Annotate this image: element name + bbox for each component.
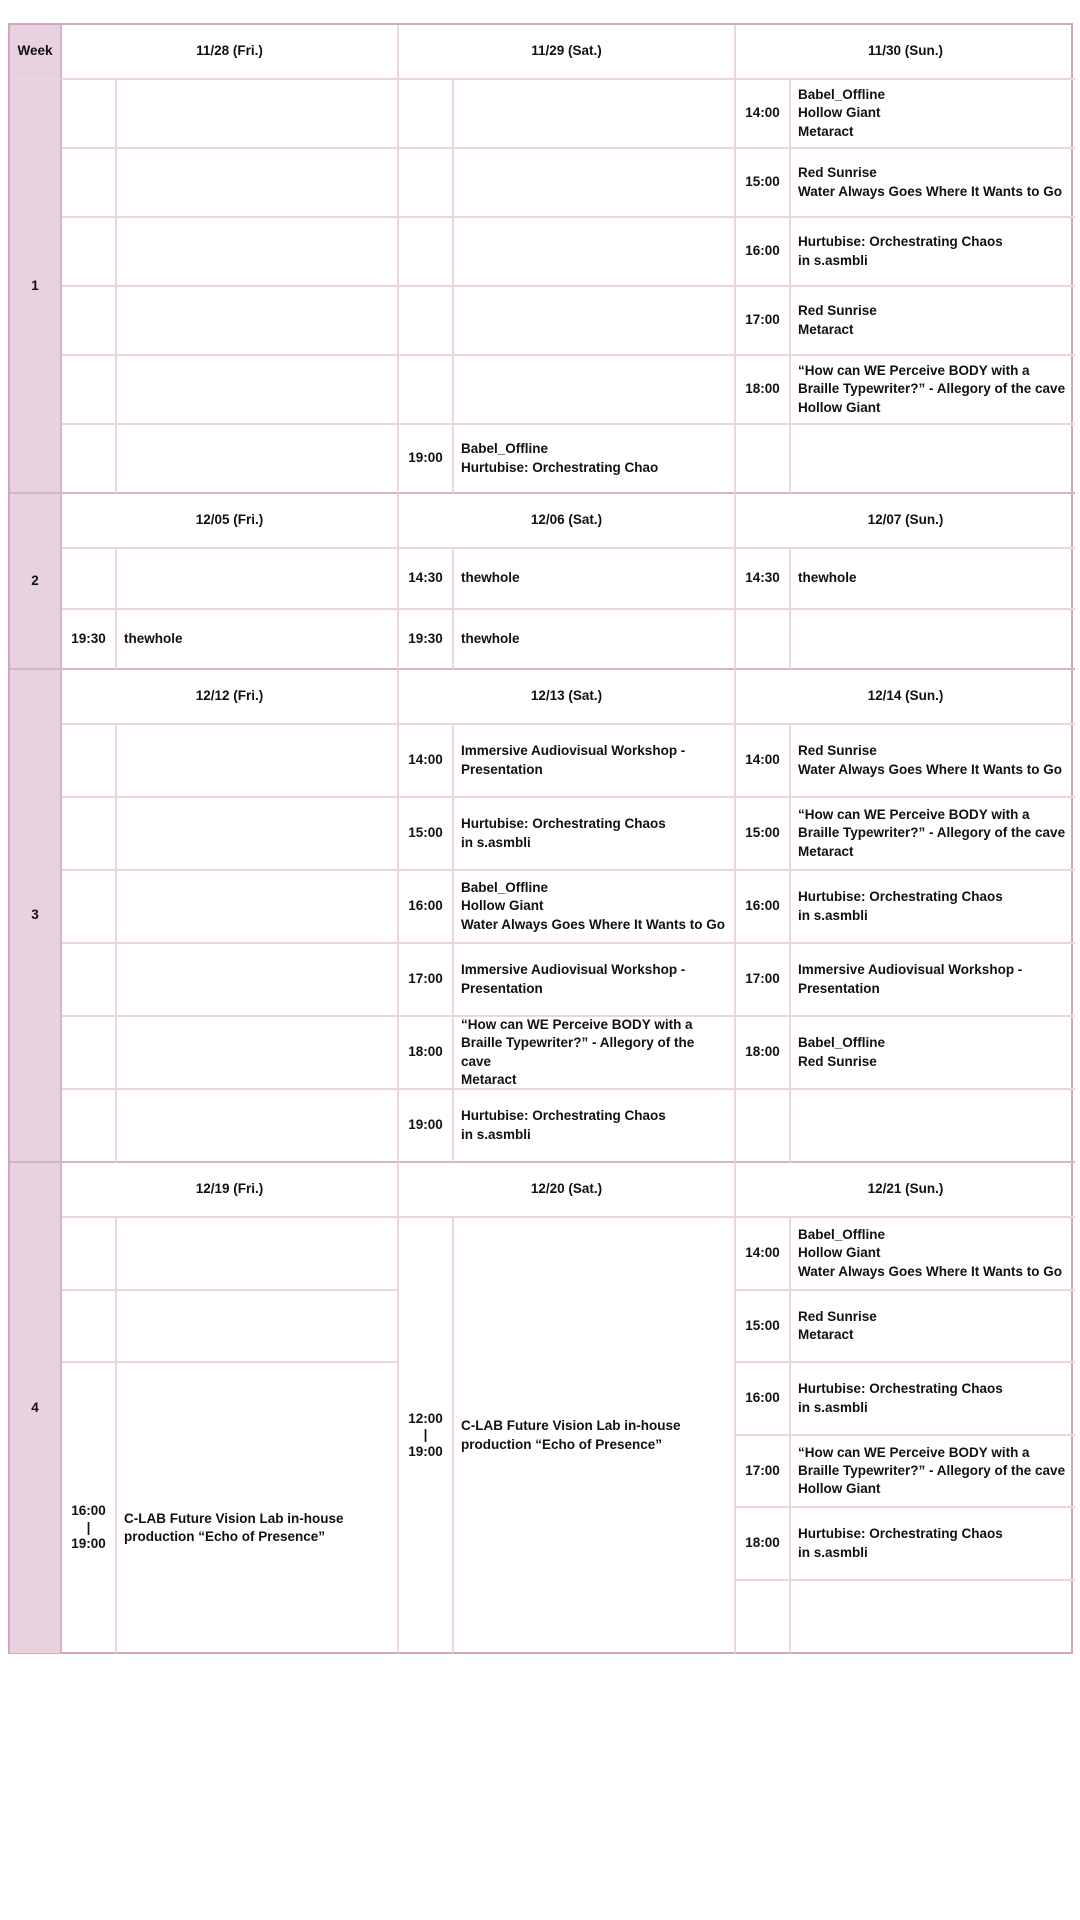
time-cell [399,425,454,494]
time-label: 14:30 [408,570,443,586]
time-label: 17:00 [408,971,443,987]
day-header [399,494,736,549]
event-title: Hollow Giant [798,399,881,415]
day-header [62,1163,399,1218]
event-title: Metaract [461,1071,517,1087]
week-label [10,670,62,1163]
time-cell [736,798,791,871]
event-cell [791,1291,1075,1363]
event-cell [791,944,1075,1017]
event-title: Hurtubise: Orchestrating Chaos [798,889,1003,905]
day-header-label: 11/30 (Sun.) [867,43,944,59]
time-end: 19:00 [71,1536,106,1552]
event-title: Braille Typewriter?” - Allegory of the cave [461,1035,695,1069]
event-title: Babel_Offline [798,87,886,103]
event-cell [791,218,1075,287]
week-number: 3 [31,907,39,923]
time-cell [736,1017,791,1090]
time-cell [399,1017,454,1090]
event-title: Metaract [798,321,854,337]
event-cell [454,425,736,494]
day-header-label: 11/29 (Sat.) [531,43,602,59]
empty-event-cell [117,218,399,287]
event-title: Hollow Giant [798,1481,881,1497]
event-cell [791,149,1075,218]
event-title: Immersive Audiovisual Workshop - [461,743,686,759]
time-label: 14:00 [408,752,443,768]
time-label: 18:00 [745,1535,780,1551]
empty-time-cell [399,149,454,218]
time-cell [736,1218,791,1291]
time-cell [736,549,791,610]
empty-time-cell [62,798,117,871]
time-label: 16:00 [408,898,443,914]
empty-time-cell [736,1090,791,1163]
event-title: “How can WE Perceive BODY with a [461,1017,693,1033]
empty-event-cell [117,871,399,944]
time-label: 16:00 [745,1390,780,1406]
event-cell [454,610,736,670]
day-header [399,25,736,80]
event-title: Braille Typewriter?” - Allegory of the cave [798,1462,1066,1478]
event-title: Hollow Giant [798,105,881,121]
empty-time-cell [62,871,117,944]
event-title: C-LAB Future Vision Lab in-house [461,1418,681,1434]
time-label: 17:00 [745,312,780,328]
event-cell [454,871,736,944]
empty-event-cell [454,149,736,218]
event-title: thewhole [461,630,520,646]
event-cell [454,1218,736,1653]
time-cell [736,725,791,798]
time-label: 17:00 [745,971,780,987]
time-label: 14:00 [745,1245,780,1261]
time-label: 15:00 [745,174,780,190]
day-header [62,25,399,80]
day-header-label: 11/28 (Fri.) [196,43,263,59]
empty-event-cell [117,1291,399,1363]
empty-time-cell [62,1291,117,1363]
time-cell [736,1363,791,1436]
empty-event-cell [454,218,736,287]
week-number: 4 [31,1399,39,1415]
event-title: in s.asmbli [798,252,868,268]
event-title: Presentation [461,761,543,777]
time-label: 18:00 [408,1044,443,1060]
event-title: Red Sunrise [798,1308,877,1324]
time-start: 16:00 [71,1503,106,1519]
empty-event-cell [117,1090,399,1163]
time-range-cell [399,1218,454,1653]
event-title: in s.asmbli [798,907,868,923]
event-cell [791,725,1075,798]
event-cell [791,1436,1075,1508]
empty-time-cell [62,1218,117,1291]
time-label: 18:00 [745,381,780,397]
empty-event-cell [454,356,736,425]
event-title: thewhole [798,570,857,586]
empty-event-cell [117,944,399,1017]
time-cell [736,218,791,287]
event-title: Braille Typewriter?” - Allegory of the cave [798,825,1066,841]
empty-event-cell [791,1090,1075,1163]
event-title: Hurtubise: Orchestrating Chaos [798,1381,1003,1397]
event-cell [791,356,1075,425]
day-header-label: 12/13 (Sat.) [530,688,603,704]
time-end: 19:00 [408,1443,443,1459]
event-cell [791,1017,1075,1090]
day-header [736,670,1075,725]
day-header [736,25,1075,80]
empty-time-cell [62,80,117,149]
time-cell [399,944,454,1017]
empty-time-cell [399,287,454,356]
day-header-label: 12/07 (Sun.) [867,512,944,528]
time-label: 15:00 [745,825,780,841]
time-label: 15:00 [408,825,443,841]
day-header [62,670,399,725]
event-title: Braille Typewriter?” - Allegory of the cave [798,381,1066,397]
day-header [736,494,1075,549]
event-title: Red Sunrise [798,303,877,319]
empty-event-cell [117,549,399,610]
event-cell [454,1090,736,1163]
time-label: 18:00 [745,1044,780,1060]
week-number: 1 [31,277,39,293]
empty-time-cell [62,149,117,218]
empty-time-cell [62,725,117,798]
event-title: Hurtubise: Orchestrating Chaos [461,816,666,832]
day-header-label: 12/12 (Fri.) [195,688,264,704]
empty-event-cell [791,1581,1075,1653]
empty-time-cell [62,944,117,1017]
empty-time-cell [399,80,454,149]
event-title: Hollow Giant [461,898,544,914]
event-title: production “Echo of Presence” [124,1529,326,1544]
time-cell [736,287,791,356]
empty-time-cell [62,287,117,356]
time-range-cell [62,1363,117,1653]
event-title: Metaract [798,1327,854,1342]
time-cell [736,944,791,1017]
week-label [10,1163,62,1653]
event-cell [791,1363,1075,1436]
empty-event-cell [117,149,399,218]
time-separator: | [86,1519,91,1535]
event-cell [454,798,736,871]
day-header-label: 12/05 (Fri.) [195,512,264,528]
event-title: Presentation [798,980,880,996]
day-header [736,1163,1075,1218]
event-cell [791,1508,1075,1581]
time-label: 14:30 [745,570,780,586]
event-title: “How can WE Perceive BODY with a [798,807,1030,823]
time-cell [399,725,454,798]
event-cell [454,549,736,610]
event-title: thewhole [124,630,183,646]
time-cell [399,798,454,871]
time-cell [62,610,117,670]
event-title: production “Echo of Presence” [461,1436,663,1452]
empty-event-cell [117,798,399,871]
time-label: 19:00 [408,1117,443,1133]
event-title: Water Always Goes Where It Wants to Go [461,916,726,932]
event-title: Hurtubise: Orchestrating Chaos [798,1526,1003,1542]
time-separator: | [423,1427,428,1443]
empty-time-cell [736,425,791,494]
event-title: Immersive Audiovisual Workshop - [461,962,686,978]
day-header-label: 12/20 (Sat.) [530,1181,603,1197]
day-header-label: 12/19 (Fri.) [195,1181,264,1197]
event-title: Metaract [798,123,854,139]
empty-event-cell [454,80,736,149]
week-header-label: Week [17,43,53,59]
event-cell [791,798,1075,871]
event-cell [117,610,399,670]
week-number: 2 [31,572,39,588]
week-header [10,25,62,80]
time-cell [736,871,791,944]
event-cell [791,80,1075,149]
empty-time-cell [736,610,791,670]
time-cell [736,80,791,149]
event-title: Immersive Audiovisual Workshop - [798,962,1023,978]
schedule-table [8,23,1073,1654]
empty-time-cell [736,1581,791,1653]
time-cell [736,1291,791,1363]
event-cell [454,725,736,798]
empty-event-cell [454,287,736,356]
event-title: Hurtubise: Orchestrating Chaos [461,1108,666,1124]
event-title: Red Sunrise [798,743,877,759]
day-header-label: 12/21 (Sun.) [867,1181,944,1197]
event-cell [791,287,1075,356]
event-title: in s.asmbli [798,1544,868,1560]
event-cell [117,1363,399,1653]
event-title: Babel_Offline [798,1035,886,1051]
event-title: Presentation [461,980,543,996]
event-title: Hurtubise: Orchestrating Chaos [798,234,1003,250]
empty-time-cell [62,425,117,494]
event-title: Water Always Goes Where It Wants to Go [798,761,1063,777]
day-header [399,670,736,725]
event-title: Red Sunrise [798,1053,877,1069]
event-cell [791,1218,1075,1291]
time-cell [736,356,791,425]
event-title: Red Sunrise [798,165,877,181]
empty-event-cell [117,80,399,149]
event-title: “How can WE Perceive BODY with a [798,363,1030,379]
event-title: thewhole [461,570,520,586]
time-label: 19:00 [408,450,443,466]
event-title: Hurtubise: Orchestrating Chao [461,459,659,475]
day-header-label: 12/14 (Sun.) [867,688,944,704]
event-cell [454,944,736,1017]
time-label: 15:00 [745,1317,780,1333]
event-title: C-LAB Future Vision Lab in-house [124,1510,344,1526]
time-label: 16:00 [745,898,780,914]
event-title: Babel_Offline [461,441,549,457]
time-start: 12:00 [408,1410,443,1426]
empty-time-cell [399,356,454,425]
event-title: Hollow Giant [798,1245,881,1261]
event-title: “How can WE Perceive BODY with a [798,1444,1030,1460]
empty-event-cell [117,1017,399,1090]
day-header [62,494,399,549]
time-cell [399,549,454,610]
day-header-label: 12/06 (Sat.) [530,512,603,528]
time-cell [736,1508,791,1581]
empty-time-cell [62,1090,117,1163]
event-cell [454,1017,736,1090]
empty-event-cell [117,725,399,798]
event-title: Metaract [798,843,854,859]
empty-event-cell [791,425,1075,494]
day-header [399,1163,736,1218]
event-title: Water Always Goes Where It Wants to Go [798,183,1063,199]
time-label: 19:30 [408,630,443,646]
empty-event-cell [117,287,399,356]
empty-event-cell [117,425,399,494]
time-label: 17:00 [745,1462,780,1478]
time-cell [399,610,454,670]
week-label [10,80,62,494]
event-title: in s.asmbli [798,1399,868,1415]
time-label: 14:00 [745,105,780,121]
event-cell [791,871,1075,944]
time-cell [736,1436,791,1508]
empty-time-cell [62,1017,117,1090]
time-cell [399,1090,454,1163]
week-label [10,494,62,670]
time-label: 19:30 [71,630,106,646]
time-label: 14:00 [745,752,780,768]
event-cell [791,549,1075,610]
empty-time-cell [62,356,117,425]
empty-time-cell [399,218,454,287]
time-cell [399,871,454,944]
event-title: Babel_Offline [461,880,549,896]
empty-time-cell [62,218,117,287]
event-title: in s.asmbli [461,834,531,850]
empty-time-cell [62,549,117,610]
event-title: Water Always Goes Where It Wants to Go [798,1263,1063,1279]
event-title: Babel_Offline [798,1227,886,1243]
time-cell [736,149,791,218]
event-title: in s.asmbli [461,1126,531,1142]
empty-event-cell [117,356,399,425]
time-label: 16:00 [745,243,780,259]
empty-event-cell [117,1218,399,1291]
empty-event-cell [791,610,1075,670]
